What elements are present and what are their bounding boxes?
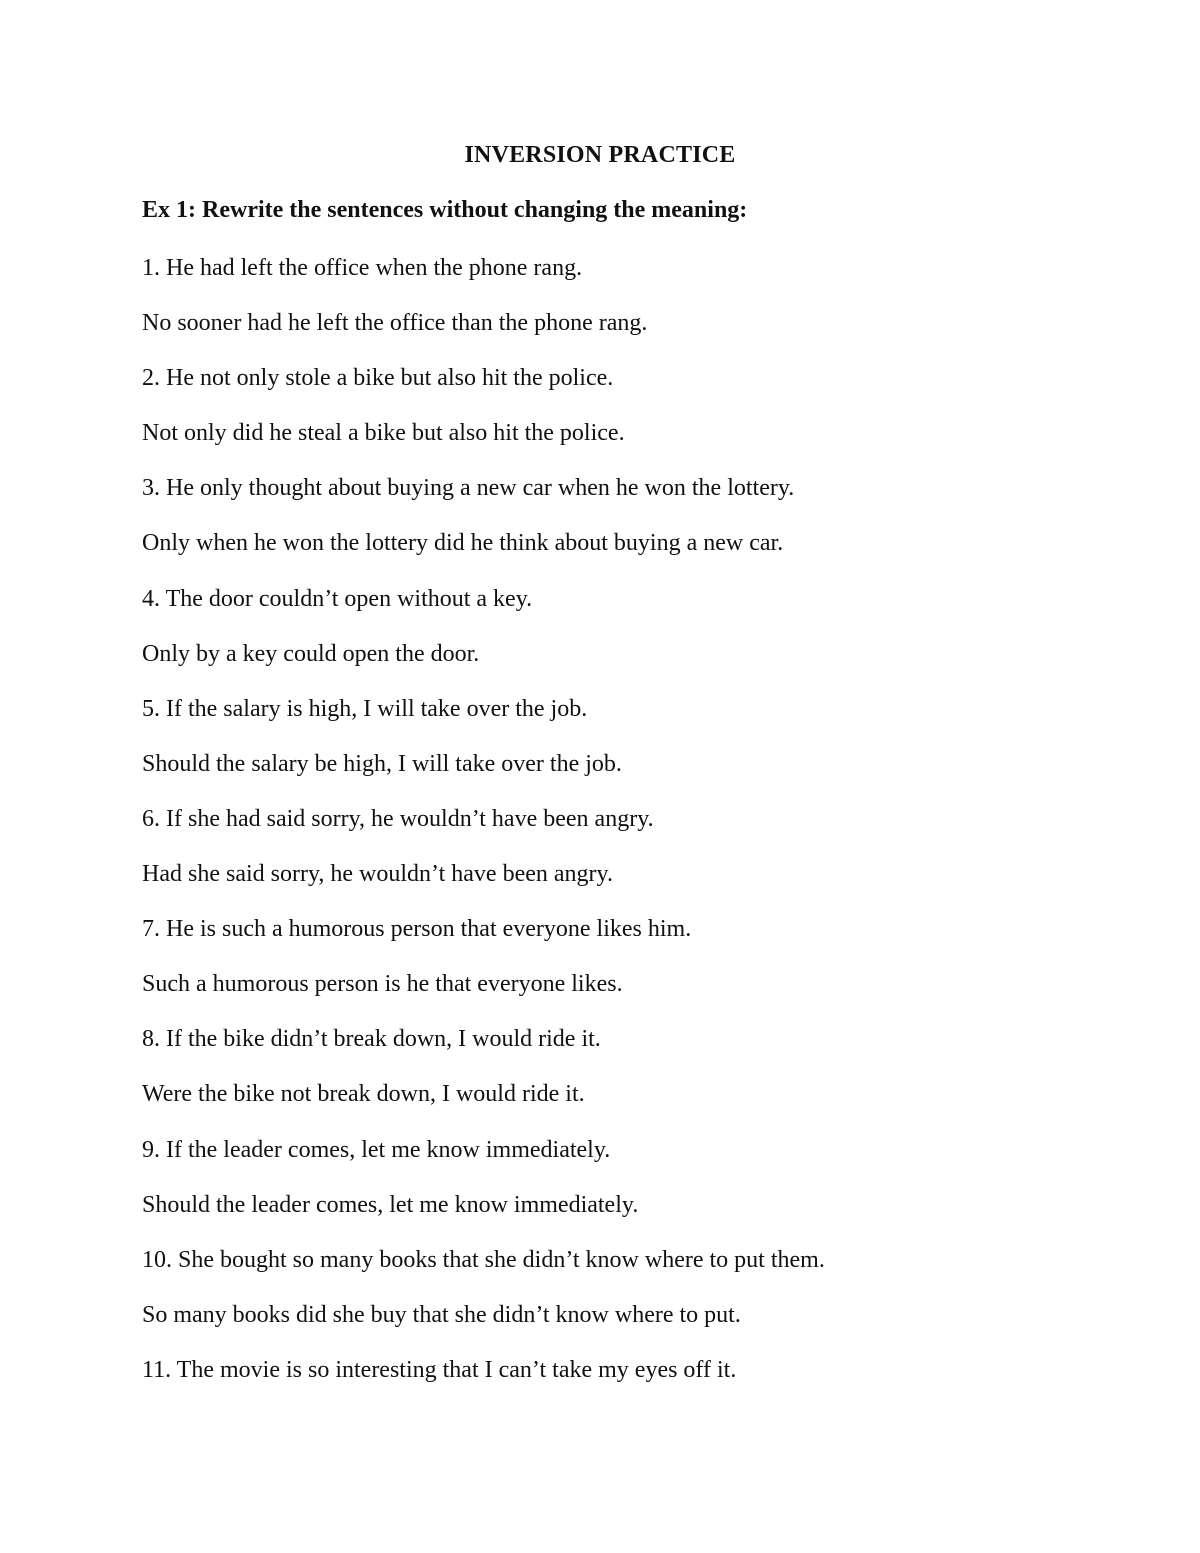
sentence-list: [142, 252, 1142, 1409]
answer-10: So many books did she buy that she didn’t know where to put.: [142, 1301, 741, 1328]
answer-6: Had she said sorry, he wouldn’t have been angry.: [142, 861, 613, 888]
question-5: 5. If the salary is high, I will take over the job.: [142, 695, 588, 722]
question-9: 9. If the leader comes, let me know immediately.: [142, 1136, 611, 1163]
question-7: 7. He is such a humorous person that everyone likes him.: [142, 916, 692, 943]
question-2: 2. He not only stole a bike but also hit the police.: [142, 365, 614, 392]
question-10: 10. She bought so many books that she didn’t know where to put them.: [142, 1246, 825, 1273]
answer-8: Were the bike not break down, I would ride it.: [142, 1081, 585, 1108]
page-title: INVERSION PRACTICE: [464, 142, 736, 168]
answer-9: Should the leader comes, let me know immediately.: [142, 1191, 639, 1218]
answer-7: Such a humorous person is he that everyone likes.: [142, 971, 623, 998]
question-4: 4. The door couldn’t open without a key.: [142, 585, 533, 612]
answer-1: No sooner had he left the office than the phone rang.: [142, 310, 648, 337]
answer-4: Only by a key could open the door.: [142, 640, 480, 667]
answer-2: Not only did he steal a bike but also hit the police.: [142, 420, 625, 447]
question-8: 8. If the bike didn’t break down, I would ride it.: [142, 1026, 601, 1053]
question-6: 6. If she had said sorry, he wouldn’t have been angry.: [142, 805, 654, 832]
question-11: 11. The movie is so interesting that I can’t take my eyes off it.: [142, 1356, 737, 1383]
question-1: 1. He had left the office when the phone rang.: [142, 255, 583, 281]
exercise-heading: Ex 1: Rewrite the sentences without changing the meaning:: [142, 197, 748, 223]
answer-3: Only when he won the lottery did he think about buying a new car.: [142, 530, 784, 557]
answer-5: Should the salary be high, I will take over the job.: [142, 750, 622, 777]
question-3: 3. He only thought about buying a new car when he won the lottery.: [142, 475, 795, 502]
